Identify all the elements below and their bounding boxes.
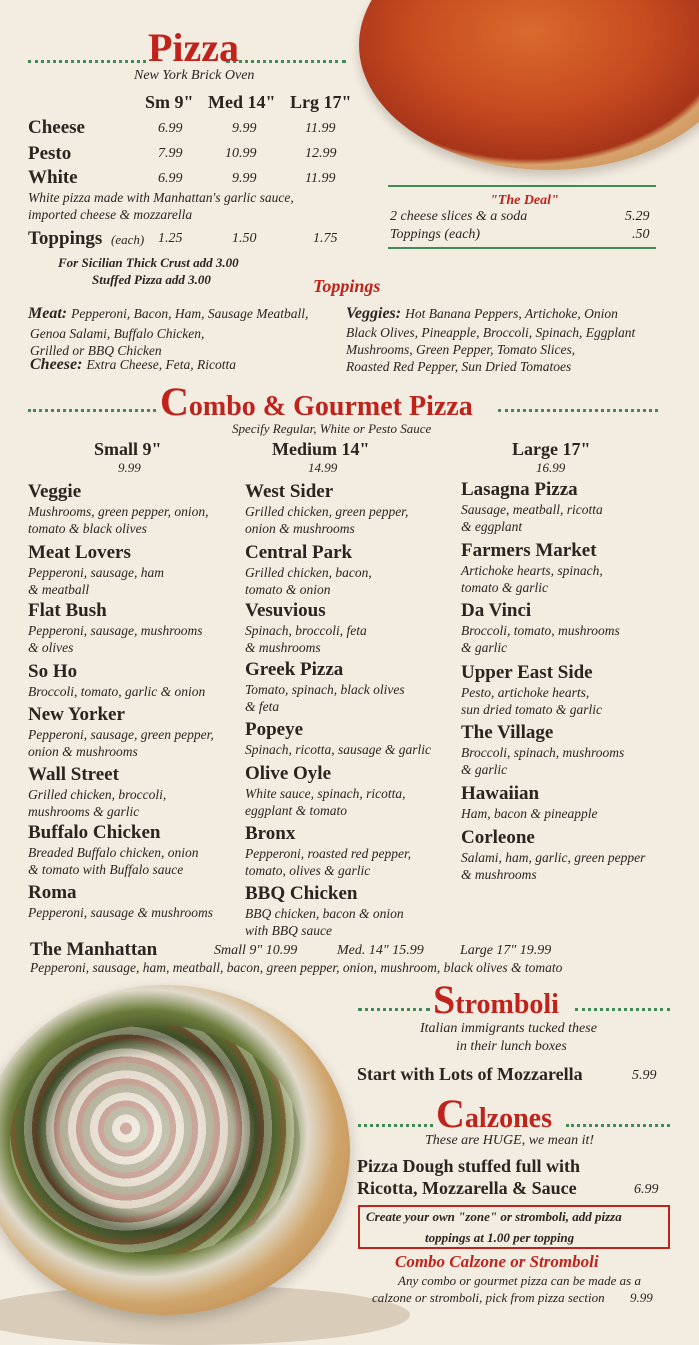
calzones-title-rule-left — [358, 1124, 433, 1127]
stromboli-sub-2: in their lunch boxes — [456, 1039, 567, 1054]
item-name: So Ho — [28, 661, 78, 682]
pizza-name: Pesto — [28, 143, 72, 164]
manhattan-small-price: Small 9" 10.99 — [214, 943, 298, 958]
item-desc: & garlic — [461, 640, 508, 655]
price-large: 11.99 — [305, 171, 336, 186]
toppings-price-medium: 1.50 — [232, 231, 257, 246]
item-desc: Broccoli, tomato, garlic & onion — [28, 684, 206, 699]
item-name: Popeye — [245, 719, 304, 740]
item-name: Corleone — [461, 827, 535, 848]
item-name: The Village — [461, 722, 554, 743]
price-medium: 9.99 — [232, 121, 257, 136]
toppings-row-label: Toppings — [28, 228, 103, 249]
size-large-header: Lrg 17" — [290, 92, 352, 112]
combo-calzone-title: Combo Calzone or Stromboli — [395, 1252, 599, 1271]
toppings-price-small: 1.25 — [158, 231, 183, 246]
veggie-items-4: Roasted Red Pepper, Sun Dried Tomatoes — [346, 359, 572, 374]
white-pizza-desc-1: White pizza made with Manhattan's garlic sauce, — [28, 190, 294, 205]
combo-large-price: 16.99 — [536, 460, 566, 475]
item-desc: Spinach, ricotta, sausage & garlic — [245, 742, 431, 757]
item-desc: Pesto, artichoke hearts, — [461, 685, 590, 700]
item-desc: Artichoke hearts, spinach, — [461, 563, 603, 578]
stromboli-title: Stromboli — [433, 977, 559, 1022]
item-desc: Pepperoni, sausage & mushrooms — [28, 905, 213, 920]
meat-items-3: Grilled or BBQ Chicken — [30, 343, 162, 358]
item-desc: Pepperoni, sausage, green pepper, — [28, 727, 214, 742]
combo-item-new-yorker — [28, 704, 214, 760]
sicilian-note: For Sicilian Thick Crust add 3.00 — [58, 255, 239, 270]
combo-item-wall-street — [28, 764, 166, 820]
item-name: Meat Lovers — [28, 542, 131, 563]
combo-large-label: Large 17" — [512, 439, 591, 459]
combo-item-vesuvious — [245, 600, 367, 656]
item-name: Da Vinci — [461, 600, 532, 621]
item-desc: Broccoli, spinach, mushrooms — [461, 745, 625, 760]
item-desc: & garlic — [461, 762, 508, 777]
item-name: Vesuvious — [245, 600, 326, 621]
stromboli-price: 5.99 — [632, 1068, 657, 1083]
item-name: New Yorker — [28, 704, 125, 725]
size-small-header: Sm 9" — [145, 92, 194, 112]
item-name: Hawaiian — [461, 783, 540, 804]
combo-item-olive-oyle — [245, 763, 405, 819]
combo-item-the-village — [461, 722, 624, 778]
item-desc: tomato, olives & garlic — [245, 863, 371, 878]
item-desc: eggplant & tomato — [245, 803, 347, 818]
manhattan-large-price: Large 17" 19.99 — [460, 943, 552, 958]
combo-medium-label: Medium 14" — [272, 439, 370, 459]
price-medium: 10.99 — [225, 146, 257, 161]
price-medium: 9.99 — [232, 171, 257, 186]
combo-item-upper-east-side — [461, 662, 602, 718]
veggie-items-2: Black Olives, Pineapple, Broccoli, Spinach, Eggplant — [346, 325, 636, 340]
meat-label: Meat: — [28, 305, 68, 322]
item-name: Lasagna Pizza — [461, 479, 578, 500]
veggie-items-1: Hot Banana Peppers, Artichoke, Onion — [405, 306, 618, 321]
deal-line-2: Toppings (each) — [390, 227, 481, 242]
item-desc: onion & mushrooms — [28, 744, 138, 759]
cheese-toppings — [30, 356, 236, 374]
combo-item-hawaiian — [461, 783, 597, 822]
stromboli-item: Start with Lots of Mozzarella — [357, 1064, 583, 1084]
item-desc: Pepperoni, roasted red pepper, — [245, 846, 412, 861]
item-desc: tomato & onion — [245, 582, 331, 597]
item-desc: Grilled chicken, broccoli, — [28, 787, 167, 802]
item-desc: Broccoli, tomato, mushrooms — [461, 623, 620, 638]
veggie-items-3: Mushrooms, Green Pepper, Tomato Slices, — [346, 342, 576, 357]
combo-title: Combo & Gourmet Pizza — [160, 379, 473, 424]
item-desc: & mushrooms — [245, 640, 321, 655]
item-name: Buffalo Chicken — [28, 822, 161, 843]
combo-item-farmers-market — [461, 540, 603, 596]
toppings-price-large: 1.75 — [313, 231, 338, 246]
combo-item-lasagna-pizza — [461, 479, 603, 535]
pepperoni-pizza-image — [359, 0, 699, 170]
toppings-each: (each) — [111, 232, 145, 247]
item-desc: White sauce, spinach, ricotta, — [245, 786, 406, 801]
calzones-title-rule-right — [566, 1124, 670, 1127]
item-name: Farmers Market — [461, 540, 597, 561]
meat-toppings — [28, 305, 348, 323]
item-desc: onion & mushrooms — [245, 521, 355, 536]
item-desc: BBQ chicken, bacon & onion — [245, 906, 404, 921]
pizza-name: White — [28, 167, 78, 188]
combo-subtitle: Specify Regular, White or Pesto Sauce — [232, 421, 432, 436]
cheese-label: Cheese: — [30, 356, 83, 373]
calzones-title: Calzones — [436, 1091, 552, 1136]
price-large: 12.99 — [305, 146, 337, 161]
combo-item-buffalo-chicken — [28, 822, 198, 878]
item-desc: Grilled chicken, bacon, — [245, 565, 372, 580]
size-medium-header: Med 14" — [208, 92, 276, 112]
combo-item-greek-pizza — [245, 659, 405, 715]
item-desc: sun dried tomato & garlic — [461, 702, 602, 717]
item-desc: Spinach, broccoli, feta — [245, 623, 367, 638]
item-desc: tomato & garlic — [461, 580, 548, 595]
item-desc: & olives — [28, 640, 74, 655]
stromboli-sub-1: Italian immigrants tucked these — [420, 1021, 597, 1036]
stuffed-note: Stuffed Pizza add 3.00 — [92, 272, 211, 287]
deal-line-2-price: .50 — [632, 227, 650, 242]
item-desc: Grilled chicken, green pepper, — [245, 504, 409, 519]
item-name: Veggie — [28, 481, 82, 502]
combo-item-popeye — [245, 719, 431, 758]
calzones-item-2: Ricotta, Mozzarella & Sauce — [357, 1178, 577, 1198]
combo-small-label: Small 9" — [94, 439, 162, 459]
veggie-toppings — [346, 305, 686, 323]
item-name: Flat Bush — [28, 600, 107, 621]
stromboli-title-rule-left — [358, 1008, 430, 1011]
combo-item-so-ho — [28, 661, 205, 700]
item-name: Wall Street — [28, 764, 119, 785]
deal-title: "The Deal" — [490, 193, 559, 208]
deal-line-1-price: 5.29 — [625, 209, 650, 224]
item-desc: with BBQ sauce — [245, 923, 332, 938]
combo-calzone-desc-1: Any combo or gourmet pizza can be made as a — [398, 1273, 641, 1288]
meat-items-2: Genoa Salami, Buffalo Chicken, — [30, 326, 205, 341]
manhattan-name: The Manhattan — [30, 939, 158, 960]
calzones-sub: These are HUGE, we mean it! — [425, 1133, 595, 1148]
item-desc: Ham, bacon & pineapple — [461, 806, 598, 821]
combo-item-bbq-chicken — [245, 883, 404, 939]
item-name: BBQ Chicken — [245, 883, 358, 904]
combo-item-da-vinci — [461, 600, 620, 656]
combo-item-veggie — [28, 481, 208, 537]
item-name: Bronx — [245, 823, 296, 844]
combo-item-meat-lovers — [28, 542, 164, 598]
item-desc: & eggplant — [461, 519, 523, 534]
item-desc: Mushrooms, green pepper, onion, — [28, 504, 209, 519]
combo-title-rule-left — [28, 409, 156, 412]
price-small: 7.99 — [158, 146, 183, 161]
item-name: Greek Pizza — [245, 659, 344, 680]
price-large: 11.99 — [305, 121, 336, 136]
item-desc: Pepperoni, sausage, mushrooms — [28, 623, 203, 638]
item-desc: tomato & black olives — [28, 521, 147, 536]
price-small: 6.99 — [158, 171, 183, 186]
manhattan-desc: Pepperoni, sausage, ham, meatball, bacon, green pepper, onion, mushroom, black olives & tomato — [30, 960, 563, 975]
calzones-item-1: Pizza Dough stuffed full with — [357, 1156, 581, 1176]
combo-small-price: 9.99 — [118, 460, 141, 475]
combo-item-central-park — [245, 542, 372, 598]
combo-item-west-sider — [245, 481, 408, 537]
item-name: Olive Oyle — [245, 763, 332, 784]
item-desc: mushrooms & garlic — [28, 804, 140, 819]
combo-item-roma — [28, 882, 213, 921]
item-name: West Sider — [245, 481, 334, 502]
price-small: 6.99 — [158, 121, 183, 136]
create-zone-line-1: Create your own "zone" or stromboli, add pizza — [366, 1209, 622, 1224]
manhattan-medium-price: Med. 14" 15.99 — [337, 943, 424, 958]
item-desc: Tomato, spinach, black olives — [245, 682, 405, 697]
item-desc: Pepperoni, sausage, ham — [28, 565, 164, 580]
white-pizza-desc-2: imported cheese & mozzarella — [28, 207, 193, 222]
item-desc: & meatball — [28, 582, 90, 597]
deal-line-1: 2 cheese slices & a soda — [390, 209, 528, 224]
item-desc: Sausage, meatball, ricotta — [461, 502, 603, 517]
pizza-title-rule-right — [226, 60, 346, 63]
stromboli-title-rule-right — [575, 1008, 670, 1011]
veggies-label: Veggies: — [346, 305, 402, 322]
meat-items-1: Pepperoni, Bacon, Ham, Sausage Meatball, — [71, 306, 309, 321]
item-desc: & tomato with Buffalo sauce — [28, 862, 184, 877]
create-zone-line-2: toppings at 1.00 per topping — [425, 1230, 575, 1245]
pizza-title: Pizza — [148, 25, 240, 70]
item-name: Roma — [28, 882, 77, 903]
cheese-items: Extra Cheese, Feta, Ricotta — [86, 357, 237, 372]
combo-item-flat-bush — [28, 600, 203, 656]
item-desc: Breaded Buffalo chicken, onion — [28, 845, 199, 860]
item-name: Upper East Side — [461, 662, 593, 683]
item-desc: & mushrooms — [461, 867, 537, 882]
pizza-subtitle: New York Brick Oven — [134, 68, 255, 83]
gourmet-pizza-image — [0, 985, 350, 1315]
combo-title-rule-right — [498, 409, 658, 412]
combo-medium-price: 14.99 — [308, 460, 338, 475]
combo-item-corleone — [461, 827, 645, 883]
item-desc: Salami, ham, garlic, green pepper — [461, 850, 646, 865]
combo-calzone-price: 9.99 — [630, 1290, 653, 1305]
calzones-price: 6.99 — [634, 1182, 659, 1197]
combo-calzone-desc-2: calzone or stromboli, pick from pizza section — [372, 1290, 605, 1305]
pizza-title-rule-left — [28, 60, 146, 63]
combo-item-bronx — [245, 823, 411, 879]
pizza-name: Cheese — [28, 117, 85, 138]
item-name: Central Park — [245, 542, 353, 563]
item-desc: & feta — [245, 699, 280, 714]
toppings-title: Toppings — [313, 276, 381, 296]
